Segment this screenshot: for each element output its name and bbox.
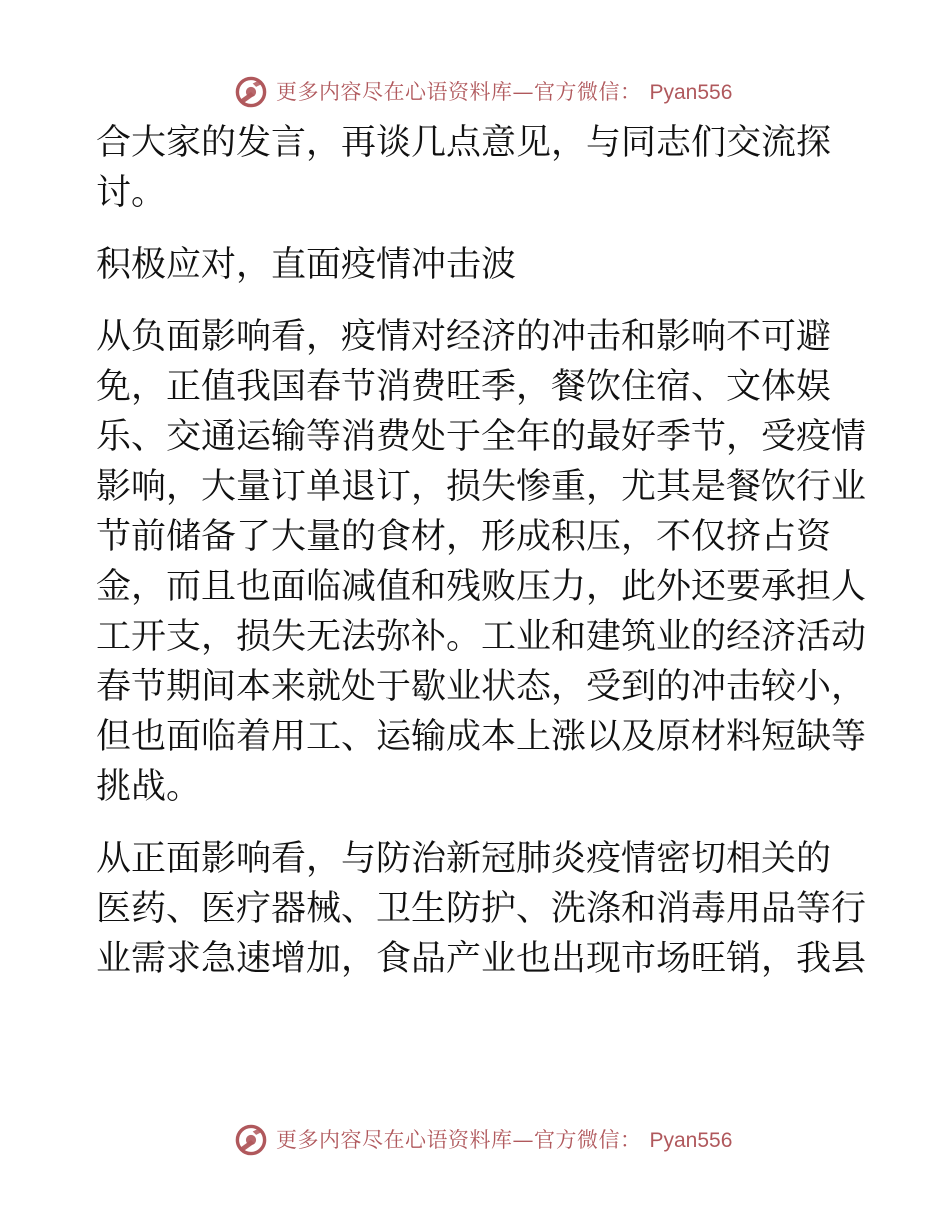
- body-line: 节前储备了大量的食材，形成积压，不仅挤占资: [96, 517, 832, 557]
- footer-watermark: [0, 1118, 950, 1162]
- paragraph-gap: [96, 218, 856, 240]
- body-line: 医药、医疗器械、卫生防护、洗涤和消毒用品等行: [96, 889, 867, 929]
- body-line: 金，而且也面临减值和残败压力，此外还要承担人: [96, 567, 867, 607]
- body-line: 免，正值我国春节消费旺季，餐饮住宿、文体娱: [96, 367, 832, 407]
- paragraph-gap: [96, 290, 856, 312]
- watermark-text: 更多内容尽在心语资料库—官方微信：: [276, 1127, 642, 1152]
- body-line: 工开支，损失无法弥补。工业和建筑业的经济活动: [96, 617, 867, 657]
- body-line: 乐、交通运输等消费处于全年的最好季节，受疫情: [96, 417, 867, 457]
- body-line: 从负面影响看，疫情对经济的冲击和影响不可避: [96, 317, 832, 357]
- watermark-id: Pyan556: [649, 1128, 733, 1152]
- body-line: 挑战。: [96, 767, 202, 807]
- header-watermark: [0, 70, 950, 114]
- watermark-id: Pyan556: [649, 80, 733, 104]
- document-body: [96, 118, 867, 984]
- body-line: 春节期间本来就处于歇业状态，受到的冲击较小，: [96, 667, 867, 707]
- brand-logo-icon: [234, 75, 268, 109]
- body-line: 但也面临着用工、运输成本上涨以及原材料短缺等: [96, 717, 867, 757]
- body-line: 业需求急速增加，食品产业也出现市场旺销，我县: [96, 939, 867, 979]
- watermark-inner: [234, 1120, 732, 1160]
- body-line: 从正面影响看，与防治新冠肺炎疫情密切相关的: [96, 839, 832, 879]
- brand-logo-icon: [234, 1123, 268, 1157]
- body-line: 影响，大量订单退订，损失惨重，尤其是餐饮行业: [96, 467, 867, 507]
- watermark-inner: [234, 72, 732, 112]
- watermark-text: 更多内容尽在心语资料库—官方微信：: [276, 79, 642, 104]
- body-line: 合大家的发言，再谈几点意见，与同志们交流探: [96, 123, 832, 163]
- paragraph-gap: [96, 812, 856, 834]
- body-line: 讨。: [96, 173, 167, 213]
- section-heading: 积极应对，直面疫情冲击波: [96, 245, 517, 285]
